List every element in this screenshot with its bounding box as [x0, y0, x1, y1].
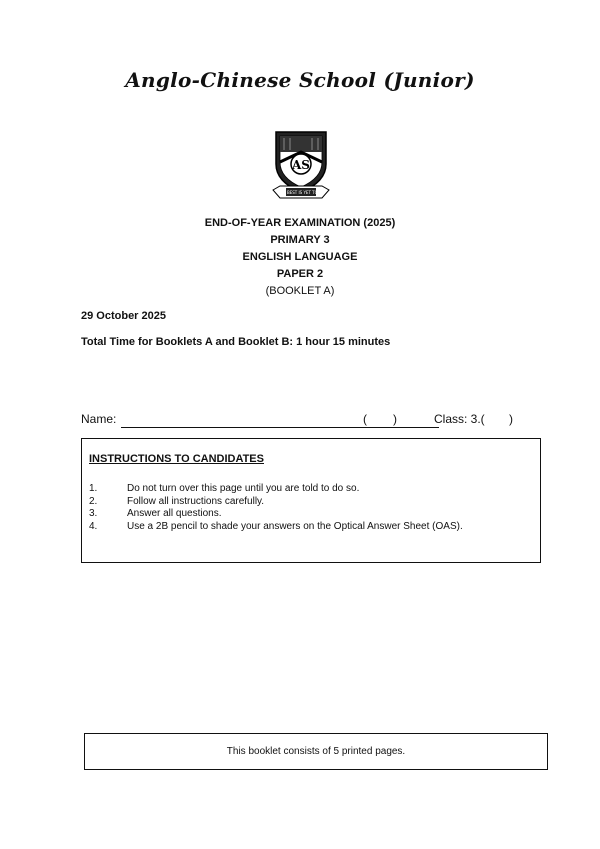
- exam-booklet: (BOOKLET A): [265, 285, 335, 297]
- total-time: Total Time for Booklets A and Booklet B: 1 hour 15 minutes: [81, 336, 391, 348]
- class-paren-close: ): [509, 412, 513, 426]
- crest-motto: THE BEST IS YET TO BE: [277, 190, 325, 195]
- exam-paper: PAPER 2: [276, 268, 324, 280]
- name-label: Name:: [81, 412, 117, 426]
- item-number: 2.: [89, 495, 98, 507]
- list-item: [89, 521, 463, 534]
- page-count-notice: This booklet consists of 5 printed pages.: [84, 733, 548, 770]
- item-text: Do not turn over this page until you are told to do so.: [127, 483, 360, 494]
- list-item: [89, 508, 463, 521]
- item-number: 4.: [89, 520, 98, 532]
- exam-subject: ENGLISH LANGUAGE: [242, 251, 358, 263]
- class-label: Class: 3.(: [434, 412, 485, 426]
- exam-date: 29 October 2025: [81, 310, 166, 322]
- item-text: Use a 2B pencil to shade your answers on the Optical Answer Sheet (OAS).: [127, 520, 463, 532]
- list-item: [89, 496, 463, 509]
- school-name: Anglo-Chinese School (Junior): [125, 68, 475, 92]
- instructions-title: INSTRUCTIONS TO CANDIDATES: [89, 453, 264, 465]
- candidate-details-row: [81, 412, 541, 432]
- school-crest-icon: [272, 128, 330, 204]
- instructions-list: [89, 483, 463, 533]
- crest-initials: AS: [292, 158, 310, 172]
- list-item: [89, 483, 463, 496]
- item-number: 3.: [89, 508, 98, 519]
- item-text: Answer all questions.: [127, 508, 222, 519]
- name-field[interactable]: [121, 427, 439, 428]
- exam-heading: [0, 215, 600, 300]
- index-paren-close: ): [393, 412, 397, 426]
- exam-level: PRIMARY 3: [270, 234, 330, 246]
- instructions-box: [81, 438, 541, 563]
- index-paren-open: (: [363, 412, 367, 426]
- item-text: Follow all instructions carefully.: [127, 495, 265, 507]
- exam-title: END-OF-YEAR EXAMINATION (2025): [204, 217, 396, 229]
- item-number: 1.: [89, 483, 98, 494]
